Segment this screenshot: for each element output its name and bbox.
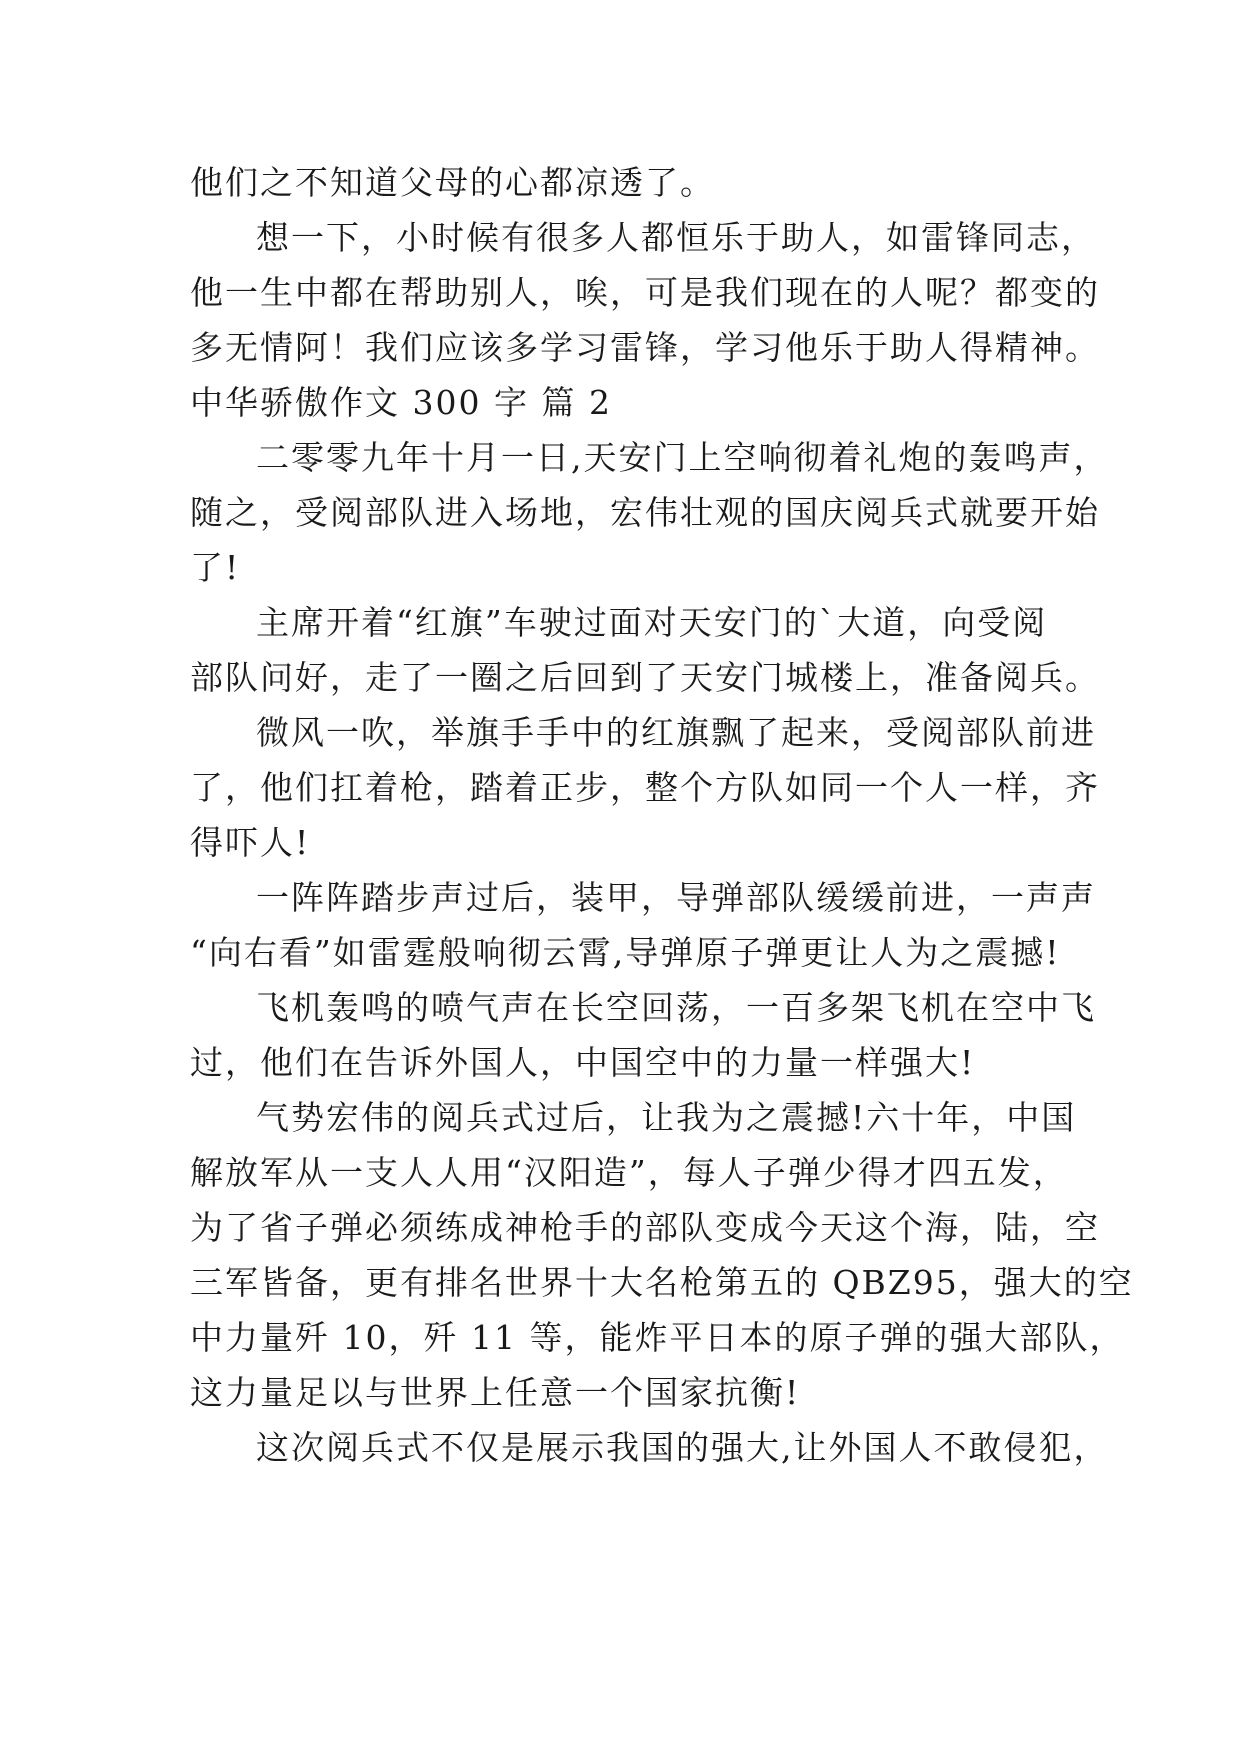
section-heading: 中华骄傲作文 300 字 篇 2 (190, 383, 612, 422)
text-line: 过，他们在告诉外国人，中国空中的力量一样强大! (190, 1043, 976, 1082)
text-line: 微风一吹，举旗手手中的红旗飘了起来，受阅部队前进 (256, 713, 1096, 752)
text-line: 主席开着“红旗”车驶过面对天安门的`大道，向受阅 (256, 603, 1048, 642)
text-line: 部队问好，走了一圈之后回到了天安门城楼上，准备阅兵。 (190, 658, 1100, 697)
text-line: 这次阅兵式不仅是展示我国的强大,让外国人不敢侵犯， (256, 1428, 1109, 1467)
text-line: 二零零九年十月一日,天安门上空响彻着礼炮的轰鸣声， (256, 438, 1109, 477)
text-line: 他一生中都在帮助别人，唉，可是我们现在的人呢？都变的 (190, 273, 1100, 312)
text-line: 多无情阿！我们应该多学习雷锋，学习他乐于助人得精神。 (190, 328, 1100, 367)
text-line: 气势宏伟的阅兵式过后，让我为之震撼!六十年，中国 (256, 1098, 1077, 1137)
text-line: 这力量足以与世界上任意一个国家抗衡! (190, 1373, 801, 1412)
text-line: “向右看”如雷霆般响彻云霄,导弹原子弹更让人为之震撼! (190, 933, 1061, 972)
text-line: 三军皆备，更有排名世界十大名枪第五的 QBZ95，强大的空 (190, 1263, 1134, 1302)
text-line: 了! (190, 548, 241, 587)
text-line: 他们之不知道父母的心都凉透了。 (190, 163, 715, 202)
text-line: 中力量歼 10，歼 11 等，能炸平日本的原子弹的强大部队， (190, 1318, 1125, 1357)
text-line: 为了省子弹必须练成神枪手的部队变成今天这个海，陆，空 (190, 1208, 1100, 1247)
text-line: 一阵阵踏步声过后，装甲，导弹部队缓缓前进，一声声 (256, 878, 1096, 917)
text-line: 得吓人! (190, 823, 311, 862)
text-line: 随之，受阅部队进入场地，宏伟壮观的国庆阅兵式就要开始 (190, 493, 1100, 532)
text-line: 飞机轰鸣的喷气声在长空回荡，一百多架飞机在空中飞 (256, 988, 1096, 1027)
text-line: 了，他们扛着枪，踏着正步，整个方队如同一个人一样，齐 (190, 768, 1100, 807)
text-line: 想一下，小时候有很多人都恒乐于助人，如雷锋同志， (256, 218, 1096, 257)
text-line: 解放军从一支人人用“汉阳造”，每人子弹少得才四五发， (190, 1153, 1068, 1192)
